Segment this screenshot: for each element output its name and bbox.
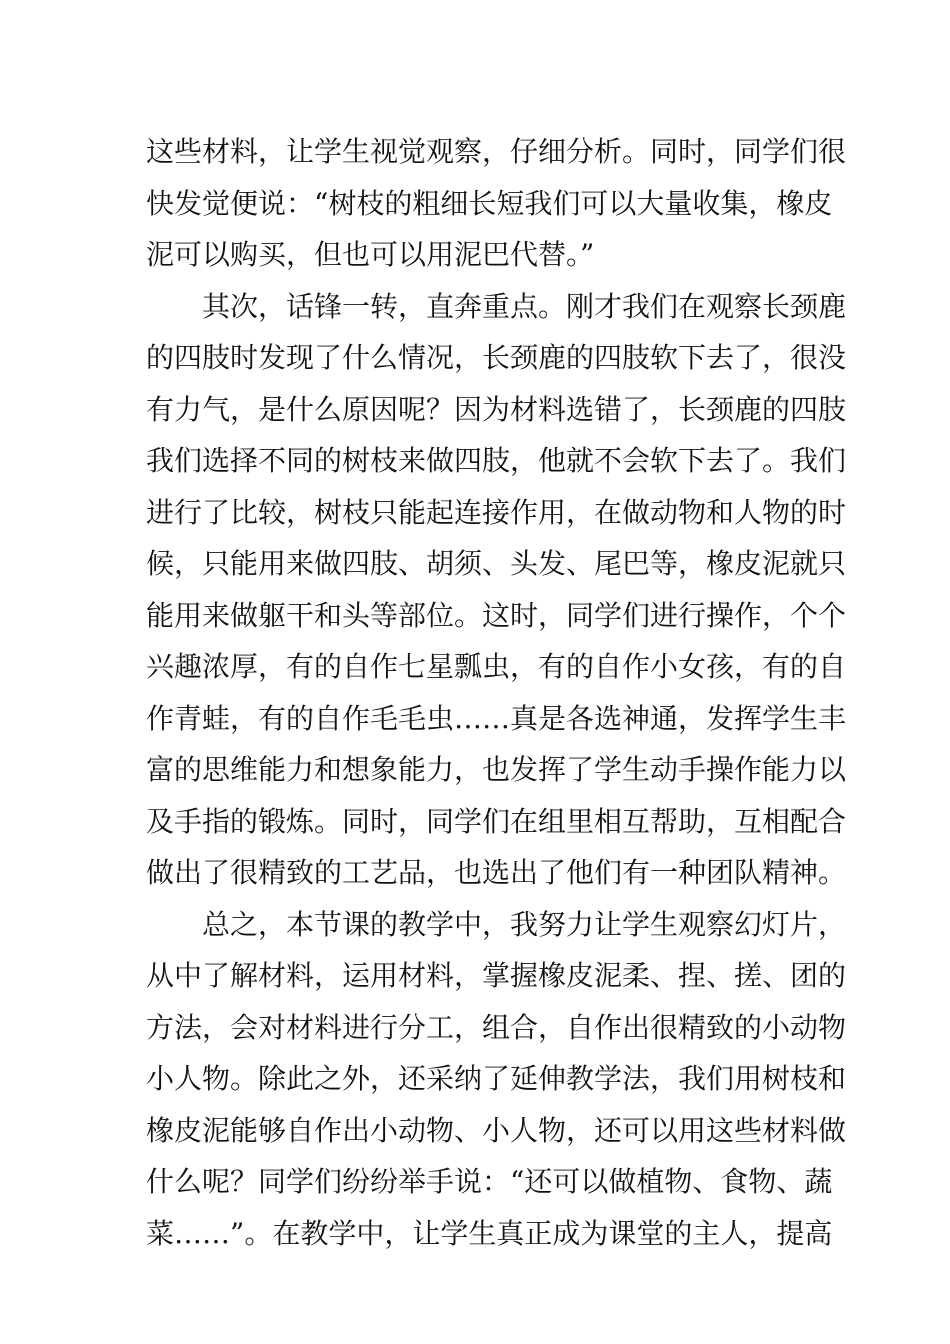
paragraph-2-line-12: 做出了很精致的工艺品，也选出了他们有一种团队精神。 bbox=[146, 856, 847, 889]
paragraph-2-line-10: 富的思维能力和想象能力，也发挥了学生动手操作能力以 bbox=[146, 753, 847, 786]
paragraph-2-line-1: 其次，话锋一转，直奔重点。刚才我们在观察长颈鹿 bbox=[202, 289, 847, 323]
paragraph-3-line-6: 什么呢？同学们纷纷举手说：“还可以做植物、食物、蔬 bbox=[146, 1165, 833, 1198]
paragraph-2-line-8: 兴趣浓厚，有的自作七星瓢虫，有的自作小女孩，有的自 bbox=[146, 650, 847, 683]
paragraph-2-line-7: 能用来做躯干和头等部位。这时，同学们进行操作，个个 bbox=[146, 598, 847, 632]
paragraph-2-line-6: 候，只能用来做四肢、胡须、头发、尾巴等，橡皮泥就只 bbox=[146, 547, 847, 580]
paragraph-2-line-11: 及手指的锻炼。同时，同学们在组里相互帮助，互相配合 bbox=[146, 804, 847, 838]
paragraph-3-line-7: 菜……”。在教学中，让学生真正成为课堂的主人，提高 bbox=[146, 1216, 833, 1250]
body-text bbox=[146, 126, 847, 1259]
paragraph-1-line-1: 这些材料，让学生视觉观察，仔细分析。同时，同学们很 bbox=[146, 135, 847, 168]
paragraph-1-line-2: 快发觉便说：“树枝的粗细长短我们可以大量收集，橡皮 bbox=[146, 186, 833, 220]
paragraph-2-line-3: 有力气，是什么原因呢？因为材料选错了，长颈鹿的四肢 bbox=[146, 392, 847, 426]
paragraph-2-line-2: 的四肢时发现了什么情况，长颈鹿的四肢软下去了，很没 bbox=[146, 341, 847, 374]
paragraph-3-line-3: 方法，会对材料进行分工，组合，自作出很精致的小动物 bbox=[146, 1010, 847, 1044]
paragraph-3-line-4: 小人物。除此之外，还采纳了延伸教学法，我们用树枝和 bbox=[146, 1062, 847, 1095]
paragraph-3-line-5: 橡皮泥能够自作出小动物、小人物，还可以用这些材料做 bbox=[146, 1113, 847, 1147]
paragraph-2-line-4: 我们选择不同的树枝来做四肢，他就不会软下去了。我们 bbox=[146, 444, 847, 477]
paragraph-2-line-5: 进行了比较，树枝只能起连接作用，在做动物和人物的时 bbox=[146, 495, 847, 529]
paragraph-3-line-2: 从中了解材料，运用材料，掌握橡皮泥柔、捏、搓、团的 bbox=[146, 959, 847, 992]
paragraph-3-line-1: 总之，本节课的教学中，我努力让学生观察幻灯片， bbox=[202, 907, 847, 941]
paragraph-1-line-3: 泥可以购买，但也可以用泥巴代替。” bbox=[146, 238, 595, 271]
paragraph-2-line-9: 作青蛙，有的自作毛毛虫……真是各选神通，发挥学生丰 bbox=[146, 701, 847, 735]
